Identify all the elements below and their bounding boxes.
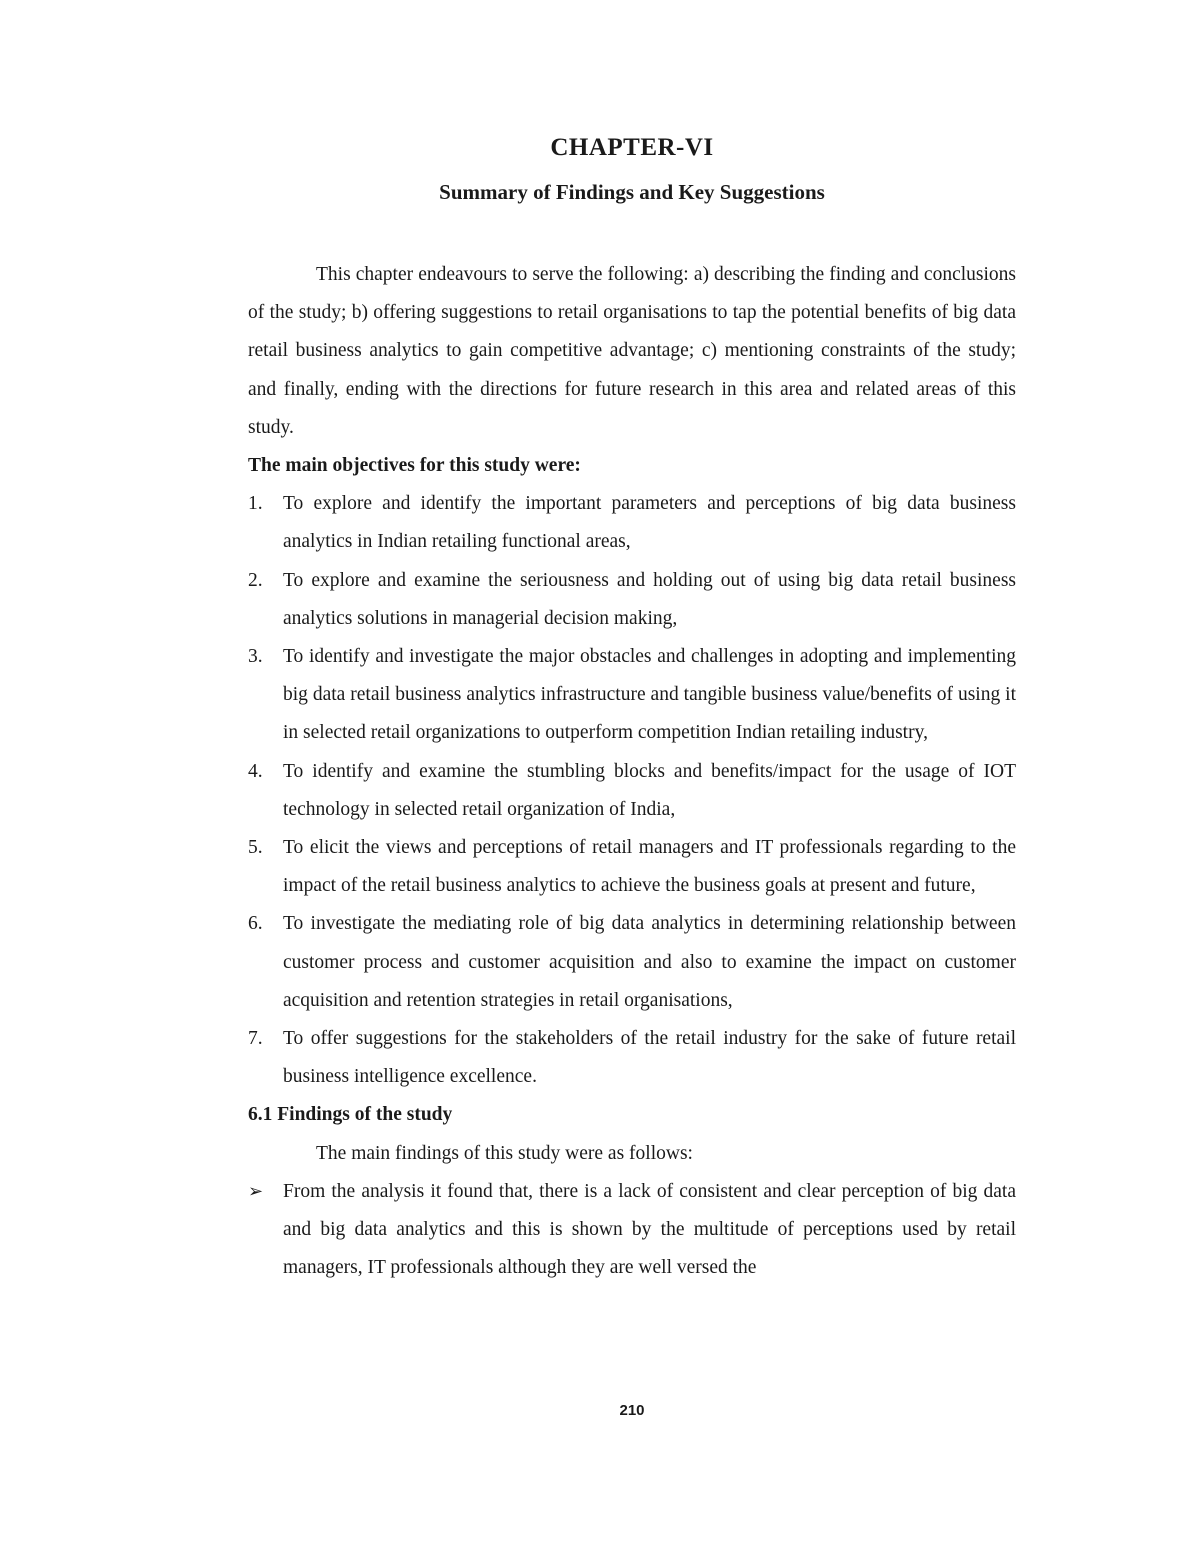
objective-text: To identify and investigate the major obstacles and challenges in adopting and implementing big data retail business analytics infrastructure and tangible business value/benefits of using it in selected retail organizations to outperform competition Indian retailing industry, (283, 646, 1016, 744)
objective-number: 5. (248, 837, 263, 859)
objective-item (248, 485, 1016, 561)
objective-number: 6. (248, 913, 263, 935)
finding-item (248, 1173, 1016, 1288)
arrow-bullet-icon: ➢ (248, 1180, 264, 1202)
chapter-label: CHAPTER-VI (550, 134, 714, 161)
body-text (248, 256, 1016, 1287)
objective-text: To investigate the mediating role of big data analytics in determining relationship between customer process and customer acquisition and also to examine the impact on customer acquisition and retention strategies in retail organisations, (283, 913, 1016, 1011)
finding-text: From the analysis it found that, there is a lack of consistent and clear perception of big data and big data analytics and this is shown by the multitude of perceptions used by retail managers, IT professionals although they are well versed the (283, 1180, 1016, 1279)
findings-lead: The main findings of this study were as follows: (316, 1142, 693, 1164)
objective-item (248, 905, 1016, 1020)
objective-number: 4. (248, 760, 263, 782)
chapter-title: Summary of Findings and Key Suggestions (439, 180, 825, 204)
section-heading: 6.1 Findings of the study (248, 1104, 453, 1126)
objective-text: To explore and identify the important parameters and perceptions of big data business analytics in Indian retailing functional areas, (283, 493, 1016, 553)
objective-number: 2. (248, 569, 263, 591)
objective-item (248, 562, 1016, 638)
findings-list (248, 1173, 1016, 1288)
objective-number: 7. (248, 1028, 263, 1050)
objective-text: To elicit the views and perceptions of retail managers and IT professionals regarding to the impact of the retail business analytics to achieve the business goals at present and future, (283, 837, 1016, 897)
objective-item (248, 638, 1016, 753)
objectives-heading: The main objectives for this study were: (248, 455, 581, 477)
objective-number: 1. (248, 493, 263, 515)
objective-text: To offer suggestions for the stakeholders of the retail industry for the sake of future retail business intelligence excellence. (283, 1028, 1016, 1088)
objective-number: 3. (248, 646, 263, 668)
objective-text: To identify and examine the stumbling blocks and benefits/impact for the usage of IOT technology in selected retail organization of India, (283, 760, 1016, 820)
objective-text: To explore and examine the seriousness and holding out of using big data retail business analytics solutions in managerial decision making, (283, 569, 1016, 629)
intro-paragraph: This chapter endeavours to serve the following: a) describing the finding and conclusions of the study; b) offering suggestions to retail organisations to tap the potential benefits of big data retail business analytics to gain competitive advantage; c) mentioning constraints of the study; and finally, ending with the directions for future research in this area and related areas of this study. (248, 264, 1016, 438)
objective-item (248, 829, 1016, 905)
objective-item (248, 753, 1016, 829)
objective-item (248, 1020, 1016, 1096)
page-number: 210 (619, 1402, 645, 1419)
objectives-list (248, 485, 1016, 1096)
